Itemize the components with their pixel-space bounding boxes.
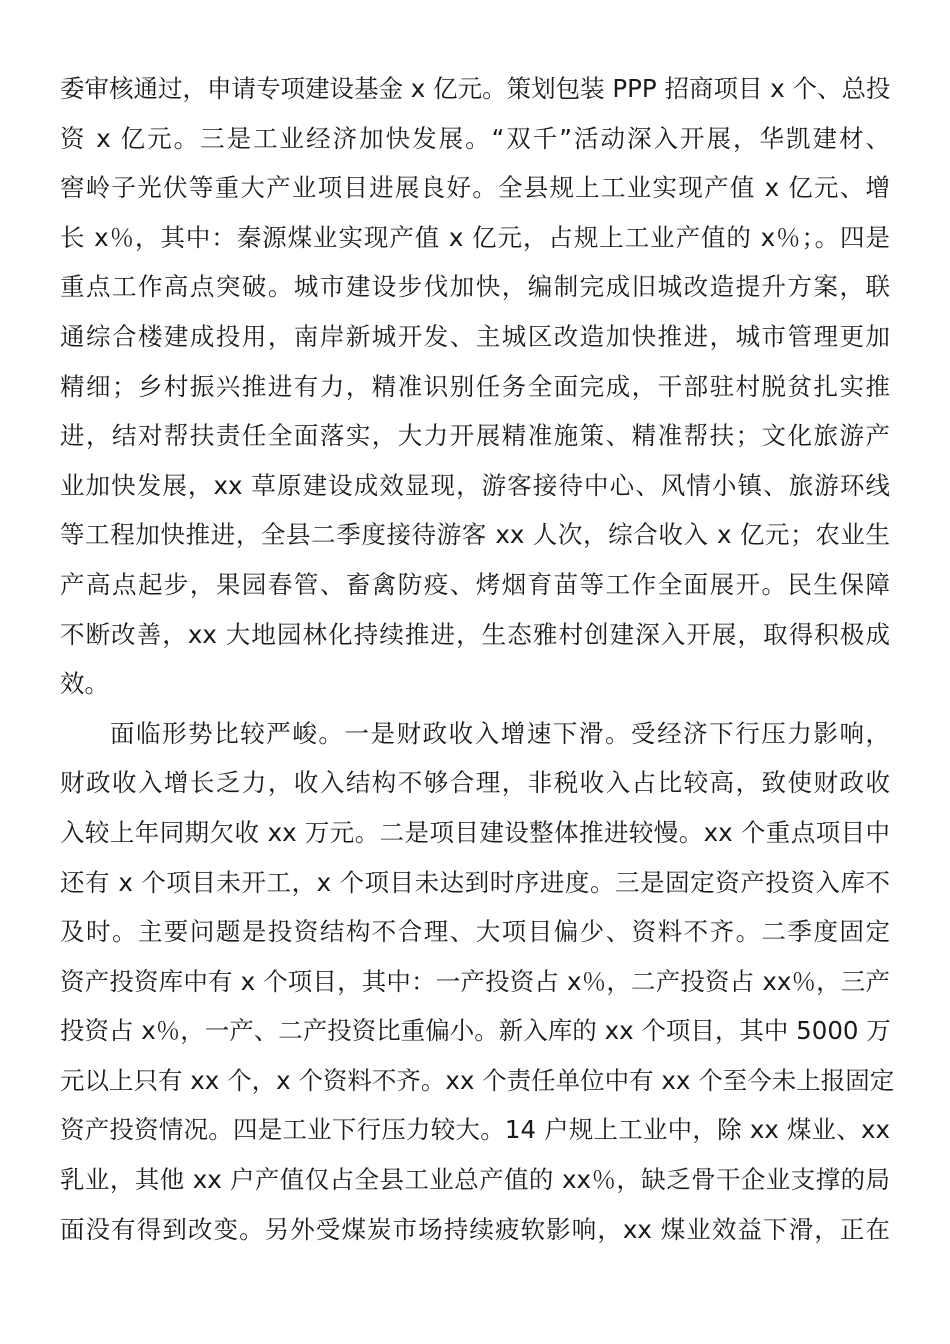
text-line: 面临形势比较严峻。一是财政收入增速下滑。受经济下行压力影响， — [110, 718, 890, 748]
text-line: 进，结对帮扶责任全面落实，大力开展精准施策、精准帮扶；文化旅游产 — [60, 421, 890, 451]
text-line: 效。 — [60, 669, 109, 699]
text-line: 重点工作高点突破。城市建设步伐加快，编制完成旧城改造提升方案，联 — [60, 272, 890, 302]
text-line: 资 x 亿元。三是工业经济加快发展。“双千”活动深入开展，华凯建材、 — [60, 123, 890, 153]
text-line: 窖岭子光伏等重大产业项目进展良好。全县规上工业实现产值 x 亿元、增 — [60, 173, 890, 203]
text-line: 及时。主要问题是投资结构不合理、大项目偏少、资料不齐。二季度固定 — [60, 917, 890, 947]
text-line: 等工程加快推进，全县二季度接待游客 xx 人次，综合收入 x 亿元；农业生 — [60, 520, 890, 550]
text-line: 精细；乡村振兴推进有力，精准识别任务全面完成，干部驻村脱贫扎实推 — [60, 371, 890, 401]
text-line: 乳业，其他 xx 户产值仅占全县工业总产值的 xx％，缺乏骨干企业支撑的局 — [60, 1165, 890, 1195]
text-line: 通综合楼建成投用，南岸新城开发、主城区改造加快推进，城市管理更加 — [60, 321, 890, 351]
text-line: 资产投资情况。四是工业下行压力较大。14 户规上工业中，除 xx 煤业、xx — [60, 1115, 890, 1145]
text-line: 还有 x 个项目未开工，x 个项目未达到时序进度。三是固定资产投资入库不 — [60, 867, 890, 897]
text-line: 入较上年同期欠收 xx 万元。二是项目建设整体推进较慢。xx 个重点项目中 — [60, 817, 890, 847]
text-line: 投资占 x％，一产、二产投资比重偏小。新入库的 xx 个项目，其中 5000 万 — [60, 1016, 891, 1046]
paragraph-1 — [60, 64, 890, 709]
text-line: 资产投资库中有 x 个项目，其中：一产投资占 x％，二产投资占 xx％，三产 — [60, 966, 890, 996]
document-page — [60, 64, 895, 1254]
paragraph-2 — [60, 709, 895, 1255]
text-line: 委审核通过，申请专项建设基金 x 亿元。策划包装 PPP 招商项目 x 个、总投 — [60, 74, 891, 103]
text-line: 产高点起步，果园春管、畜禽防疫、烤烟育苗等工作全面展开。民生保障 — [60, 569, 890, 599]
text-line: 业加快发展，xx 草原建设成效显现，游客接待中心、风情小镇、旅游环线 — [60, 470, 890, 500]
text-line: 面没有得到改变。另外受煤炭市场持续疲软影响，xx 煤业效益下滑，正在 — [60, 1214, 890, 1244]
text-line: 元以上只有 xx 个，x 个资料不齐。xx 个责任单位中有 xx 个至今未上报固定 — [60, 1065, 895, 1095]
text-line: 不断改善，xx 大地园林化持续推进，生态雅村创建深入开展，取得积极成 — [60, 619, 890, 649]
text-line: 财政收入增长乏力，收入结构不够合理，非税收入占比较高，致使财政收 — [60, 768, 890, 798]
text-line: 长 x％，其中：秦源煤业实现产值 x 亿元，占规上工业产值的 x％；。四是 — [60, 222, 890, 252]
